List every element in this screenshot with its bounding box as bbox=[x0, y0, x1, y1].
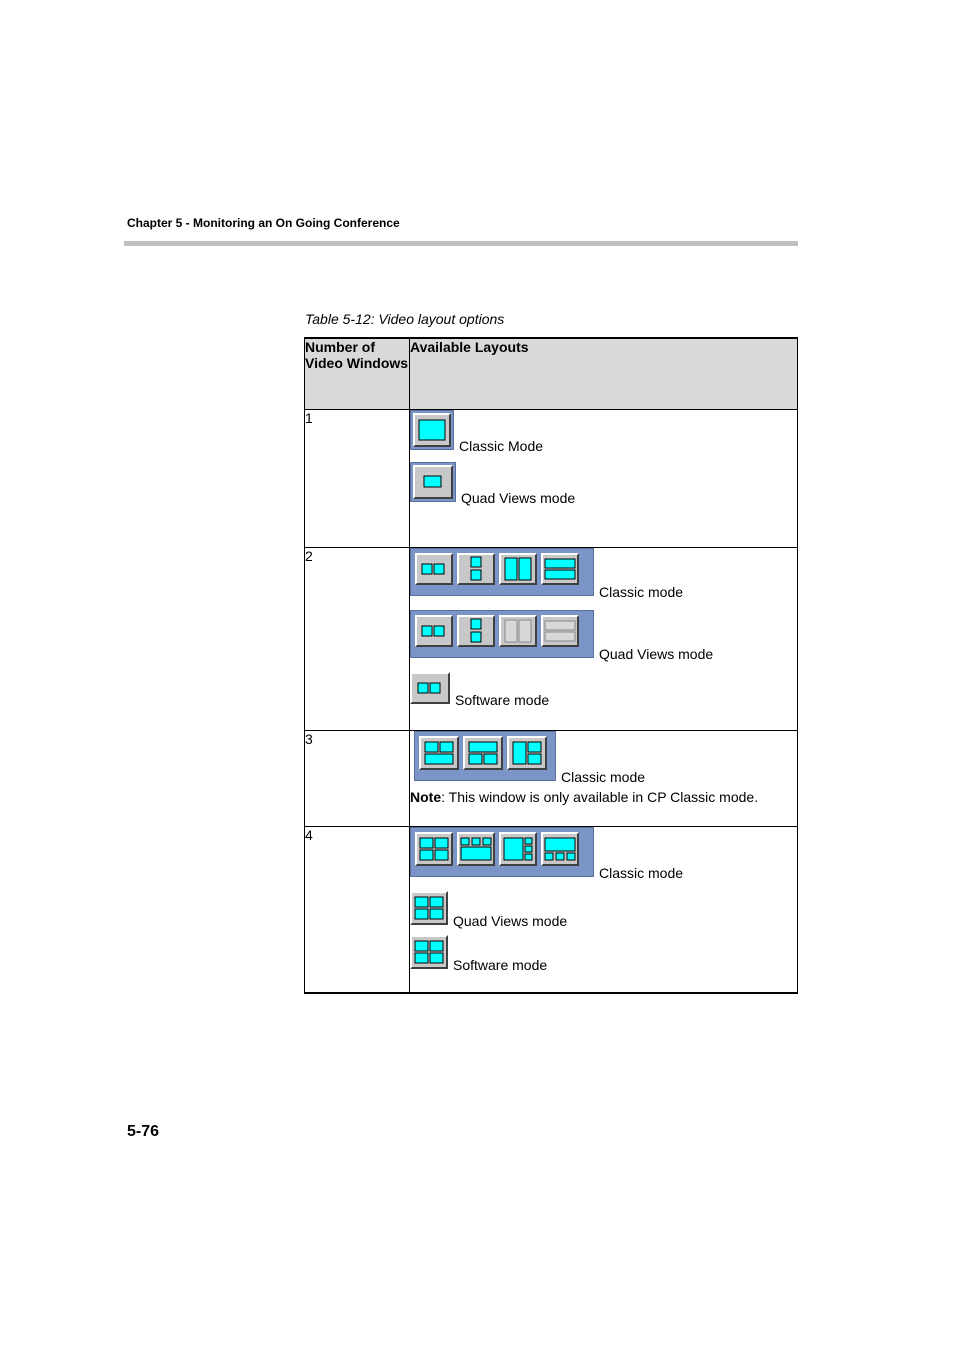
table-caption: Table 5-12: Video layout options bbox=[305, 311, 505, 327]
layout-label: Classic mode bbox=[599, 865, 684, 881]
column-header-windows: Number of Video Windows bbox=[305, 338, 410, 410]
layout-strip bbox=[410, 462, 456, 502]
layout-option bbox=[410, 935, 797, 973]
layout-strip bbox=[414, 731, 556, 781]
layout-4-grid-icon[interactable] bbox=[410, 891, 448, 925]
layout-label: Classic Mode bbox=[459, 438, 544, 454]
layout-3-side-icon[interactable] bbox=[507, 736, 547, 770]
layout-2-wide-icon[interactable] bbox=[541, 553, 579, 585]
layout-cell bbox=[410, 410, 798, 548]
layout-strip bbox=[410, 610, 594, 658]
layout-label: Quad Views mode bbox=[599, 646, 714, 662]
layout-option bbox=[410, 462, 797, 506]
layout-option bbox=[410, 610, 797, 662]
header-rule bbox=[124, 241, 798, 246]
layout-option bbox=[410, 548, 797, 600]
note-label: Note bbox=[410, 789, 442, 805]
layout-2-side-icon[interactable] bbox=[415, 553, 453, 585]
layout-4-grid-icon[interactable] bbox=[410, 935, 448, 969]
layout-2-wide-disabled-icon bbox=[541, 615, 579, 647]
page-number: 5-76 bbox=[127, 1123, 160, 1140]
layout-label: Classic mode bbox=[599, 584, 684, 600]
window-count: 4 bbox=[305, 827, 410, 994]
table-row bbox=[305, 548, 798, 731]
layout-2-tall-icon[interactable] bbox=[499, 553, 537, 585]
layout-strip bbox=[410, 548, 594, 596]
layout-note bbox=[410, 789, 797, 805]
layout-label: Software mode bbox=[455, 692, 550, 708]
column-header-layouts: Available Layouts bbox=[410, 338, 798, 410]
layout-3-top-icon[interactable] bbox=[419, 736, 459, 770]
layout-cell bbox=[410, 548, 798, 731]
chapter-header: Chapter 5 - Monitoring an On Going Conference bbox=[127, 216, 400, 230]
layout-label: Classic mode bbox=[561, 769, 646, 785]
layout-1x1-icon[interactable] bbox=[413, 413, 451, 447]
layout-option bbox=[410, 410, 797, 454]
layout-4-side-column-icon[interactable] bbox=[499, 832, 537, 866]
layout-option bbox=[410, 731, 797, 785]
layout-4-grid-icon[interactable] bbox=[415, 832, 453, 866]
layout-strip bbox=[410, 410, 454, 450]
layout-option bbox=[410, 672, 797, 708]
table-row bbox=[305, 731, 798, 827]
note-text: : This window is only available in CP Classic mode. bbox=[441, 789, 759, 805]
video-layout-table bbox=[304, 337, 798, 994]
window-count: 1 bbox=[305, 410, 410, 548]
layout-2-tall-disabled-icon bbox=[499, 615, 537, 647]
layout-3-bottom-icon[interactable] bbox=[463, 736, 503, 770]
layout-1x1-small-icon[interactable] bbox=[413, 465, 453, 499]
layout-2-side-icon[interactable] bbox=[415, 615, 453, 647]
layout-2-stack-icon[interactable] bbox=[457, 553, 495, 585]
table-row bbox=[305, 410, 798, 548]
window-count: 2 bbox=[305, 548, 410, 731]
layout-option bbox=[410, 827, 797, 881]
window-count: 3 bbox=[305, 731, 410, 827]
layout-2-stack-icon[interactable] bbox=[457, 615, 495, 647]
layout-2-side-icon[interactable] bbox=[410, 672, 450, 704]
layout-strip bbox=[410, 827, 594, 877]
layout-label: Software mode bbox=[453, 957, 548, 973]
layout-option bbox=[410, 891, 797, 929]
layout-4-top-row-icon[interactable] bbox=[457, 832, 495, 866]
layout-cell bbox=[410, 827, 798, 994]
layout-cell bbox=[410, 731, 798, 827]
layout-label: Quad Views mode bbox=[461, 490, 576, 506]
layout-4-bottom-row-icon[interactable] bbox=[541, 832, 579, 866]
table-row bbox=[305, 827, 798, 994]
layout-label: Quad Views mode bbox=[453, 913, 568, 929]
